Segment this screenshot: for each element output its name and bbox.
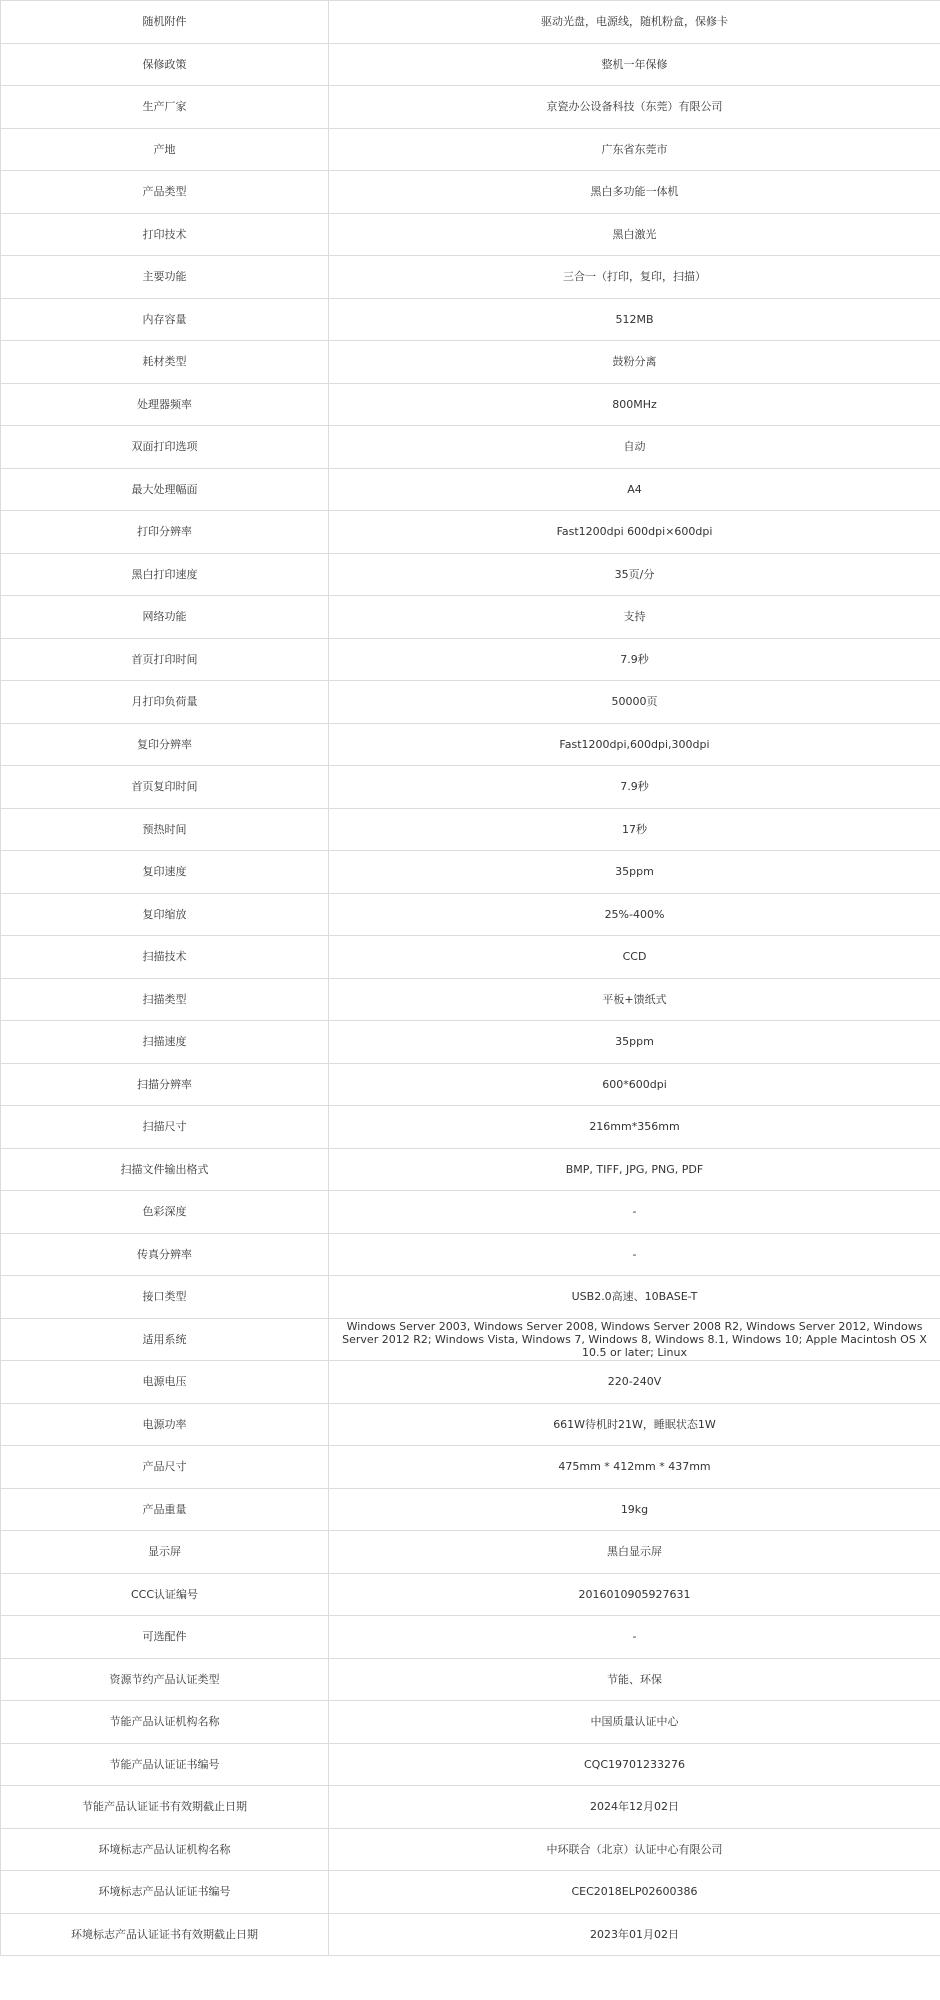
spec-row — [1, 553, 940, 596]
spec-row — [1, 383, 940, 426]
spec-value: 800MHz — [329, 383, 940, 426]
spec-value: 2016010905927631 — [329, 1573, 940, 1616]
spec-value: 黑白显示屏 — [329, 1531, 940, 1574]
spec-row — [1, 1828, 940, 1871]
spec-label: 传真分辨率 — [1, 1233, 329, 1276]
spec-value: 7.9秒 — [329, 638, 940, 681]
spec-value: - — [329, 1191, 940, 1234]
spec-value: 黑白多功能一体机 — [329, 171, 940, 214]
spec-row — [1, 1403, 940, 1446]
spec-row — [1, 1106, 940, 1149]
spec-label: 适用系统 — [1, 1318, 329, 1361]
spec-value: 2024年12月02日 — [329, 1786, 940, 1829]
spec-label: CCC认证编号 — [1, 1573, 329, 1616]
spec-row — [1, 128, 940, 171]
spec-row — [1, 1, 940, 44]
spec-label: 主要功能 — [1, 256, 329, 299]
spec-value: 三合一（打印，复印，扫描） — [329, 256, 940, 299]
spec-value: 支持 — [329, 596, 940, 639]
spec-value: 512MB — [329, 298, 940, 341]
spec-value: 中环联合（北京）认证中心有限公司 — [329, 1828, 940, 1871]
spec-value: 661W待机时21W，睡眠状态1W — [329, 1403, 940, 1446]
spec-label: 扫描尺寸 — [1, 1106, 329, 1149]
spec-label: 打印技术 — [1, 213, 329, 256]
spec-row — [1, 171, 940, 214]
spec-label: 预热时间 — [1, 808, 329, 851]
spec-row — [1, 893, 940, 936]
spec-value: 17秒 — [329, 808, 940, 851]
spec-label: 可选配件 — [1, 1616, 329, 1659]
spec-label: 显示屏 — [1, 1531, 329, 1574]
spec-row — [1, 1148, 940, 1191]
spec-row — [1, 256, 940, 299]
spec-value: - — [329, 1233, 940, 1276]
spec-label: 色彩深度 — [1, 1191, 329, 1234]
spec-value: 19kg — [329, 1488, 940, 1531]
spec-value: 216mm*356mm — [329, 1106, 940, 1149]
spec-row — [1, 1233, 940, 1276]
spec-label: 节能产品认证证书有效期截止日期 — [1, 1786, 329, 1829]
spec-row — [1, 1488, 940, 1531]
spec-value: - — [329, 1616, 940, 1659]
spec-label: 扫描类型 — [1, 978, 329, 1021]
spec-row — [1, 723, 940, 766]
spec-row — [1, 43, 940, 86]
spec-row — [1, 1446, 940, 1489]
spec-row — [1, 1701, 940, 1744]
spec-label: 最大处理幅面 — [1, 468, 329, 511]
spec-value: 驱动光盘，电源线，随机粉盒，保修卡 — [329, 1, 940, 44]
spec-label: 扫描速度 — [1, 1021, 329, 1064]
spec-label: 资源节约产品认证类型 — [1, 1658, 329, 1701]
spec-value: 自动 — [329, 426, 940, 469]
spec-label: 环境标志产品认证机构名称 — [1, 1828, 329, 1871]
spec-row — [1, 298, 940, 341]
spec-row — [1, 213, 940, 256]
spec-label: 内存容量 — [1, 298, 329, 341]
spec-label: 节能产品认证证书编号 — [1, 1743, 329, 1786]
spec-row — [1, 468, 940, 511]
spec-label: 黑白打印速度 — [1, 553, 329, 596]
spec-row — [1, 1021, 940, 1064]
spec-value: A4 — [329, 468, 940, 511]
spec-row — [1, 681, 940, 724]
spec-label: 产地 — [1, 128, 329, 171]
spec-value: 475mm * 412mm * 437mm — [329, 1446, 940, 1489]
spec-row — [1, 1318, 940, 1361]
spec-row — [1, 808, 940, 851]
spec-label: 产品尺寸 — [1, 1446, 329, 1489]
spec-label: 月打印负荷量 — [1, 681, 329, 724]
spec-label: 扫描分辨率 — [1, 1063, 329, 1106]
spec-row — [1, 1361, 940, 1404]
spec-label: 电源电压 — [1, 1361, 329, 1404]
spec-table-body — [1, 1, 940, 1956]
spec-label: 扫描文件输出格式 — [1, 1148, 329, 1191]
spec-value: Fast1200dpi 600dpi×600dpi — [329, 511, 940, 554]
spec-value: 25%-400% — [329, 893, 940, 936]
spec-row — [1, 1063, 940, 1106]
spec-value: CEC2018ELP02600386 — [329, 1871, 940, 1914]
spec-label: 环境标志产品认证证书编号 — [1, 1871, 329, 1914]
spec-value: 节能、环保 — [329, 1658, 940, 1701]
spec-row — [1, 638, 940, 681]
spec-label: 电源功率 — [1, 1403, 329, 1446]
spec-value: 2023年01月02日 — [329, 1913, 940, 1956]
spec-row — [1, 1616, 940, 1659]
spec-value: 220-240V — [329, 1361, 940, 1404]
spec-label: 随机附件 — [1, 1, 329, 44]
spec-value: 7.9秒 — [329, 766, 940, 809]
spec-value: CCD — [329, 936, 940, 979]
spec-label: 产品重量 — [1, 1488, 329, 1531]
spec-row — [1, 978, 940, 1021]
spec-row — [1, 1786, 940, 1829]
spec-row — [1, 341, 940, 384]
spec-row — [1, 426, 940, 469]
spec-row — [1, 1743, 940, 1786]
spec-label: 复印缩放 — [1, 893, 329, 936]
spec-value: 广东省东莞市 — [329, 128, 940, 171]
spec-value: USB2.0高速、10BASE-T — [329, 1276, 940, 1319]
spec-label: 首页打印时间 — [1, 638, 329, 681]
spec-row — [1, 851, 940, 894]
spec-label: 节能产品认证机构名称 — [1, 1701, 329, 1744]
spec-label: 打印分辨率 — [1, 511, 329, 554]
spec-value: 600*600dpi — [329, 1063, 940, 1106]
spec-row — [1, 1871, 940, 1914]
spec-label: 双面打印选项 — [1, 426, 329, 469]
spec-value: 35页/分 — [329, 553, 940, 596]
spec-label: 生产厂家 — [1, 86, 329, 129]
spec-label: 扫描技术 — [1, 936, 329, 979]
spec-label: 接口类型 — [1, 1276, 329, 1319]
spec-value: BMP, TIFF, JPG, PNG, PDF — [329, 1148, 940, 1191]
spec-value: 35ppm — [329, 851, 940, 894]
spec-row — [1, 1531, 940, 1574]
spec-value: 中国质量认证中心 — [329, 1701, 940, 1744]
spec-value: CQC19701233276 — [329, 1743, 940, 1786]
spec-row — [1, 511, 940, 554]
spec-label: 耗材类型 — [1, 341, 329, 384]
spec-row — [1, 1276, 940, 1319]
spec-row — [1, 1913, 940, 1956]
spec-label: 保修政策 — [1, 43, 329, 86]
spec-row — [1, 596, 940, 639]
spec-value: Windows Server 2003, Windows Server 2008, Windows Server 2008 R2, Windows Server 2012, Windows Server 2012 R2; Windows Vista, Windows 7, Windows 8, Windows 8.1, Windows 10; Apple Macintosh OS X 10.5 or later; Linux — [329, 1318, 940, 1361]
spec-label: 环境标志产品认证证书有效期截止日期 — [1, 1913, 329, 1956]
spec-value: 50000页 — [329, 681, 940, 724]
spec-row — [1, 1191, 940, 1234]
spec-label: 复印速度 — [1, 851, 329, 894]
spec-value: 鼓粉分离 — [329, 341, 940, 384]
spec-row — [1, 766, 940, 809]
spec-row — [1, 1658, 940, 1701]
spec-row — [1, 1573, 940, 1616]
spec-value: 平板+馈纸式 — [329, 978, 940, 1021]
spec-value: Fast1200dpi,600dpi,300dpi — [329, 723, 940, 766]
spec-value: 京瓷办公设备科技（东莞）有限公司 — [329, 86, 940, 129]
spec-row — [1, 936, 940, 979]
spec-label: 网络功能 — [1, 596, 329, 639]
spec-label: 产品类型 — [1, 171, 329, 214]
spec-value: 黑白激光 — [329, 213, 940, 256]
spec-value: 整机一年保修 — [329, 43, 940, 86]
spec-label: 复印分辨率 — [1, 723, 329, 766]
spec-row — [1, 86, 940, 129]
spec-label: 首页复印时间 — [1, 766, 329, 809]
spec-label: 处理器频率 — [1, 383, 329, 426]
spec-value: 35ppm — [329, 1021, 940, 1064]
